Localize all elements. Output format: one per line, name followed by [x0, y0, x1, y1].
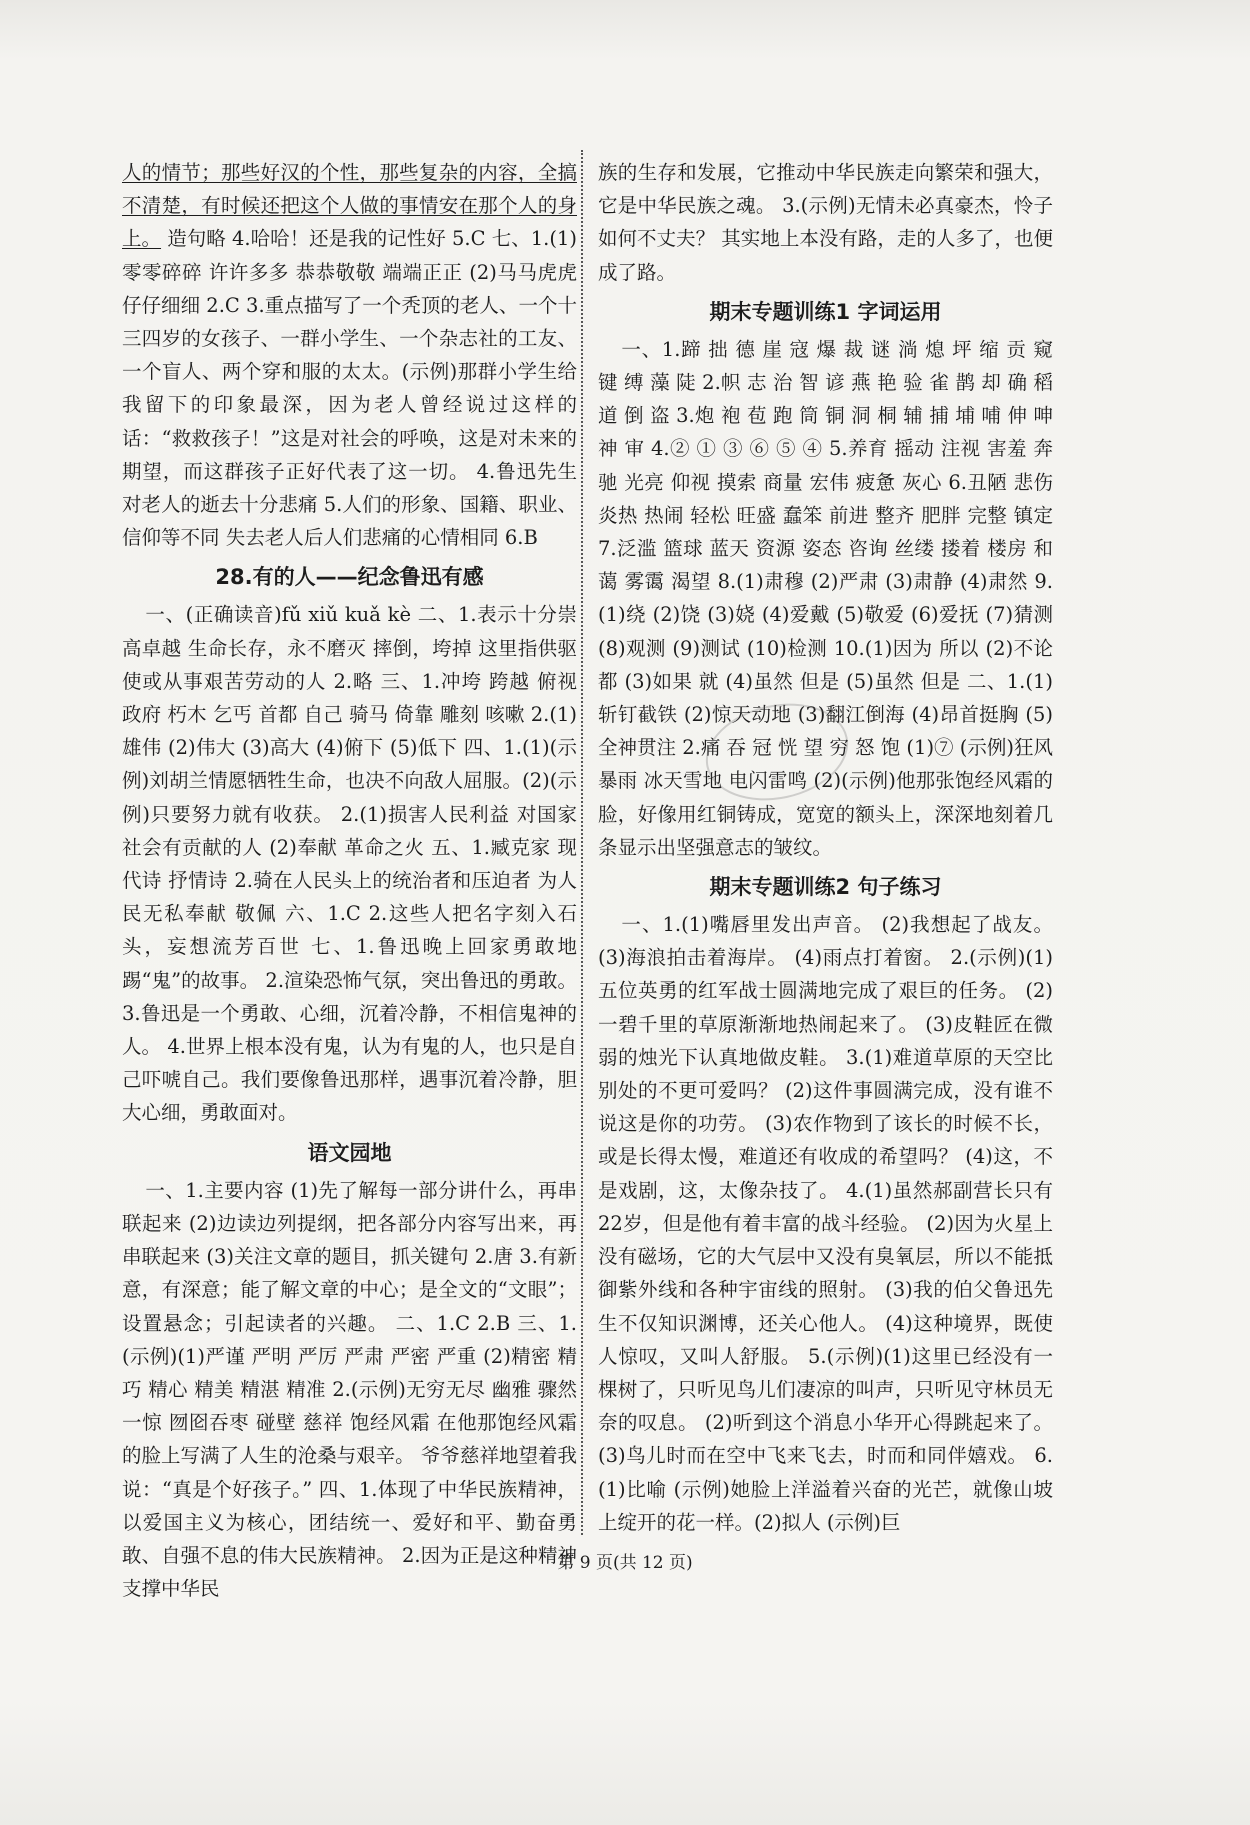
page-number: 第 9 页(共 12 页)	[557, 1553, 693, 1573]
section-heading-yuwen: 语文园地	[307, 1140, 392, 1165]
column-divider	[581, 150, 583, 1535]
section-28-answers: 一、(正确读音)fǔ xiǔ kuǎ kè 二、1.表示十分崇高卓越 生命长存，永不磨灭 摔倒，垮掉 这里指供驱使或从事艰苦劳动的人 2.略 三、1.冲垮 跨越 俯视 政府 朽木 乞丐 首都 自己 骑马 倚靠 雕刻 咳嗽 2.(1)雄伟 (2)伟大 (3)高大 (4)俯下 (5)低下 四、1.(1)(示例)刘胡兰情愿牺牲生命，也决不向敌人屈服。(2)(示例)只要努力就有收获。 2.(1)损害人民利益 对国家社会有贡献的人 (2)奉献 革命之火 五、1.臧克家 现代诗 抒情诗 2.骑在人民头上的统治者和压迫者 为人民无私奉献 敬佩 六、1.C 2.这些人把名字刻入石头，妄想流芳百世 七、1.鲁迅晚上回家勇敢地踢“鬼”的故事。 2.渲染恐怖气氛，突出鲁迅的勇敢。 3.鲁迅是一个勇敢、心细，沉着冷静，不相信鬼神的人。 4.世界上根本没有鬼，认为有鬼的人，也只是自己吓唬自己。我们要像鲁迅那样，遇事沉着冷静，胆大心细，勇敢面对。	[122, 603, 577, 1125]
section-final-1-answers: 一、1.蹄 拙 德 崖 寇 爆 裁 谜 淌 熄 坪 缩 贡 窥 键 缚 藻 陡 2.帜 志 治 智 谚 燕 艳 验 雀 鹊 却 确 稻 道 倒 盗 3.炮 袍 苞 跑 筒 铜 洞 桐 辅 捕 埔 哺 伸 呻 神 审 4.② ① ③ ⑥ ⑤ ④ 5.养育 摇动 注视 害羞 奔驰 光亮 仰视 摸索 商量 宏伟 疲惫 灰心 6.丑陋 悲伤 炎热 热闹 轻松 旺盛 蠢笨 前进 整齐 肥胖 完整 镇定 7.泛滥 篮球 蓝天 资源 姿态 咨询 丝缕 搂着 楼房 和蔼 雾霭 渴望 8.(1)肃穆 (2)严肃 (3)肃静 (4)肃然 9.(1)绕 (2)饶 (3)娆 (4)爱戴 (5)敬爱 (6)爱抚 (7)猜测 (8)观测 (9)测试 (10)检测 10.(1)因为 所以 (2)不论 都 (3)如果 就 (4)虽然 但是 (5)虽然 但是 二、1.(1)斩钉截铁 (2)惊天动地 (3)翻江倒海 (4)昂首挺胸 (5)全神贯注 2.痛 吞 冠 恍 望 穷 怒 饱 (1)⑦ (示例)狂风暴雨 冰天雪地 电闪雷鸣 (2)(示例)他那张饱经风霜的脸，好像用红铜铸成，宽宽的额头上，深深地刻着几条显示出坚强意志的皱纹。	[598, 337, 1053, 859]
answer-text: 造句略 4.哈哈！还是我的记性好 5.C 七、1.(1)零零碎碎 许许多多 恭恭敬敬 端端正正 (2)马马虎虎 仔仔细细 2.C 3.重点描写了一个秃顶的老人、一个十三四岁的女孩子、一群小学生、一个杂志社的工友、一个盲人、两个穿和服的太太。(示例)那群小学生给我留下的印象最深，因为老人曾经说过这样的话：“救救孩子！”这是对社会的呼唤，这是对未来的期望，而这群孩子正好代表了这一切。 4.鲁迅先生 对老人的逝去十分悲痛 5.人们的形象、国籍、职业、信仰等不同 失去老人后人们悲痛的心情相同 6.B	[122, 227, 577, 550]
paragraph-continued-right: 族的生存和发展，它推动中华民族走向繁荣和强大，它是中华民族之魂。 3.(示例)无情未必真豪杰，怜子如何不丈夫？ 其实地上本没有路，走的人多了，也便成了路。	[598, 161, 1053, 284]
right-column	[598, 156, 1053, 1539]
paragraph-continued	[122, 156, 577, 554]
underlined-answer: 人的情节；那些好汉的个性，那些复杂的内容，全搞不清楚，有时候还把这个人做的事情安在那个人的身上。	[122, 161, 577, 251]
section-final-2-answers: 一、1.(1)嘴唇里发出声音。 (2)我想起了战友。 (3)海浪拍击着海岸。 (4)雨点打着窗。 2.(示例)(1)五位英勇的红军战士圆满地完成了艰巨的任务。 (2)一碧千里的草原渐渐地热闹起来了。 (3)皮鞋匠在微弱的烛光下认真地做皮鞋。 3.(1)难道草原的天空比别处的不更可爱吗？ (2)这件事圆满完成，没有谁不说这是你的功劳。 (3)农作物到了该长的时候不长，或是长得太慢，难道还有收成的希望吗？ (4)这，不是戏剧，这，太像杂技了。 4.(1)虽然郝副营长只有22岁，但是他有着丰富的战斗经验。 (2)因为火星上没有磁场，它的大气层中又没有臭氧层，所以不能抵御紫外线和各种宇宙线的照射。 (3)我的伯父鲁迅先生不仅知识渊博，还关心他人。 (4)这种境界，既使人惊叹，又叫人舒服。 5.(示例)(1)这里已经没有一棵树了，只听见鸟儿们凄凉的叫声，只听见守林员无奈的叹息。 (2)听到这个消息小华开心得跳起来了。 (3)鸟儿时而在空中飞来飞去，时而和同伴嬉戏。 6.(1)比喻 (示例)她脸上洋溢着兴奋的光芒，就像山坡上绽开的花一样。(2)拟人 (示例)巨	[598, 913, 1053, 1534]
section-yuwen-answers: 一、1.主要内容 (1)先了解每一部分讲什么，再串联起来 (2)边读边列提纲，把各部分内容写出来，再串联起来 (3)关注文章的题目，抓关键句 2.唐 3.有新意，有深意；能了解文章的中心；是全文的“文眼”；设置悬念；引起读者的兴趣。 二、1.C 2.B 三、1.(示例)(1)严谨 严明 严厉 严肃 严密 严重 (2)精密 精巧 精心 精美 精湛 精准 2.(示例)无穷无尽 幽雅 骤然一惊 囫囵吞枣 碰壁 慈祥 饱经风霜 在他那饱经风霜的脸上写满了人生的沧桑与艰辛。 爷爷慈祥地望着我说：“真是个好孩子。” 四、1.体现了中华民族精神，以爱国主义为核心，团结统一、爱好和平、勤奋勇敢、自强不息的伟大民族精神。 2.因为正是这种精神支撑中华民	[122, 1178, 577, 1601]
section-heading-28: 28.有的人——纪念鲁迅有感	[215, 565, 484, 590]
section-heading-final-1: 期末专题训练1 字词运用	[709, 299, 942, 324]
left-column	[122, 156, 577, 1605]
section-heading-final-2: 期末专题训练2 句子练习	[709, 875, 942, 900]
